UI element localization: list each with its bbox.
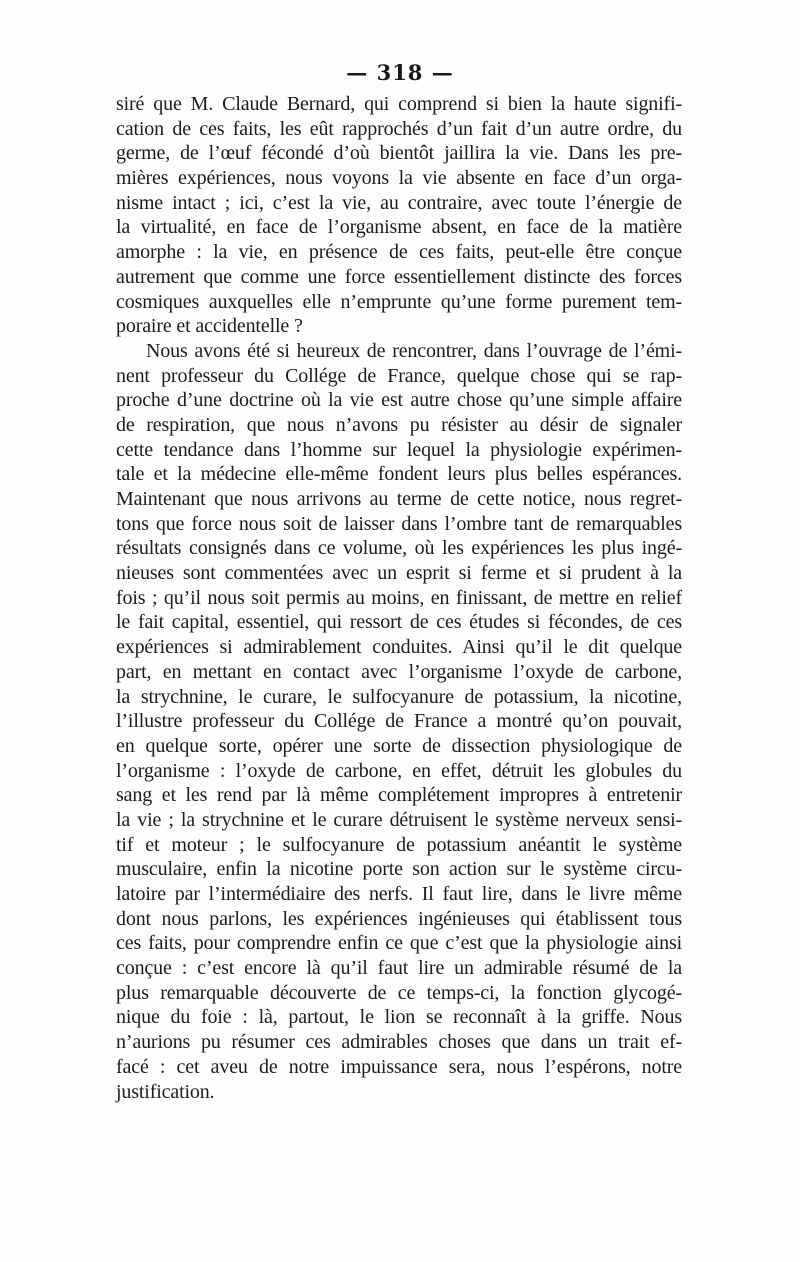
text-line: nent professeur du Collége de France, quelque chose qui se rap-	[116, 364, 682, 387]
text-line: plus remarquable découverte de ce temps-ci, la fonction glycogé-	[116, 981, 682, 1004]
text-line: proche d’une doctrine où la vie est autre chose qu’une simple affaire	[116, 389, 682, 412]
text-line: tif et moteur ; le sulfocyanure de potassium anéantit le système	[116, 833, 682, 856]
text-line: ces faits, pour comprendre enfin ce que c’est que la physiologie ainsi	[116, 932, 682, 955]
text-line: Maintenant que nous arrivons au terme de cette notice, nous regret-	[116, 488, 682, 510]
text-line: nisme intact ; ici, c’est la vie, au contraire, avec toute l’énergie de	[116, 191, 682, 214]
text-line: tale et la médecine elle-même fondent leurs plus belles espérances.	[116, 463, 682, 486]
text-line: cette tendance dans l’homme sur lequel la physiologie expérimen-	[116, 438, 682, 461]
text-line: sang et les rend par là même complétement impropres à entretenir	[116, 784, 682, 807]
text-line: Nous avons été si heureux de rencontrer, dans l’ouvrage de l’émi-	[146, 339, 682, 362]
text-line: autrement que comme une force essentiellement distincte des forces	[116, 265, 682, 288]
text-line: de respiration, que nous n’avons pu résister au désir de signaler	[116, 413, 682, 436]
text-line: justification.	[116, 1080, 215, 1103]
text-line: amorphe : la vie, en présence de ces faits, peut-elle être conçue	[116, 241, 682, 264]
text-line: cation de ces faits, les eût rapprochés d’un fait d’un autre ordre, du	[116, 117, 682, 140]
text-line: poraire et accidentelle ?	[116, 315, 303, 338]
text-line: tons que force nous soit de laisser dans l’ombre tant de remarquables	[116, 512, 682, 535]
text-line: expériences si admirablement conduites. Ainsi qu’il le dit quelque	[116, 636, 682, 659]
text-line: résultats consignés dans ce volume, où les expériences les plus ingé-	[116, 537, 682, 560]
page-number: — 318 —	[346, 60, 454, 85]
text-line: la strychnine, le curare, le sulfocyanure de potassium, la nicotine,	[116, 685, 682, 708]
text-line: siré que M. Claude Bernard, qui comprend si bien la haute signifi-	[116, 93, 682, 115]
text-line: le fait capital, essentiel, qui ressort de ces études si fécondes, de ces	[116, 611, 682, 634]
body-text	[116, 92, 682, 1104]
text-line: la vie ; la strychnine et le curare détruisent le système nerveux sensi-	[116, 808, 682, 831]
text-line: part, en mettant en contact avec l’organisme l’oxyde de carbone,	[116, 660, 682, 683]
text-line: nique du foie : là, partout, le lion se reconnaît à la griffe. Nous	[116, 1006, 682, 1029]
text-line: n’aurions pu résumer ces admirables choses que dans un trait ef-	[116, 1031, 682, 1054]
text-line: nieuses sont commentées avec un esprit si ferme et si prudent à la	[116, 562, 682, 585]
text-line: latoire par l’intermédiaire des nerfs. Il faut lire, dans le livre même	[116, 883, 682, 905]
text-line: cosmiques auxquelles elle n’emprunte qu’une forme purement tem-	[116, 290, 682, 313]
text-line: l’illustre professeur du Collége de France a montré qu’on pouvait,	[116, 710, 682, 733]
text-line: fois ; qu’il nous soit permis au moins, en finissant, de mettre en relief	[116, 586, 682, 609]
text-line: germe, de l’œuf fécondé d’où bientôt jaillira la vie. Dans les pre-	[116, 142, 682, 165]
text-line: musculaire, enfin la nicotine porte son action sur le système circu-	[116, 858, 682, 881]
text-line: conçue : c’est encore là qu’il faut lire un admirable résumé de la	[116, 957, 682, 980]
text-line: en quelque sorte, opérer une sorte de dissection physiologique de	[116, 734, 682, 757]
text-line: dont nous parlons, les expériences ingénieuses qui établissent tous	[116, 907, 682, 930]
text-line: facé : cet aveu de notre impuissance sera, nous l’espérons, notre	[116, 1055, 682, 1078]
text-line: la virtualité, en face de l’organisme absent, en face de la matière	[116, 216, 682, 239]
text-line: mières expériences, nous voyons la vie absente en face d’un orga-	[116, 167, 682, 190]
text-line: l’organisme : l’oxyde de carbone, en effet, détruit les globules du	[116, 759, 682, 782]
